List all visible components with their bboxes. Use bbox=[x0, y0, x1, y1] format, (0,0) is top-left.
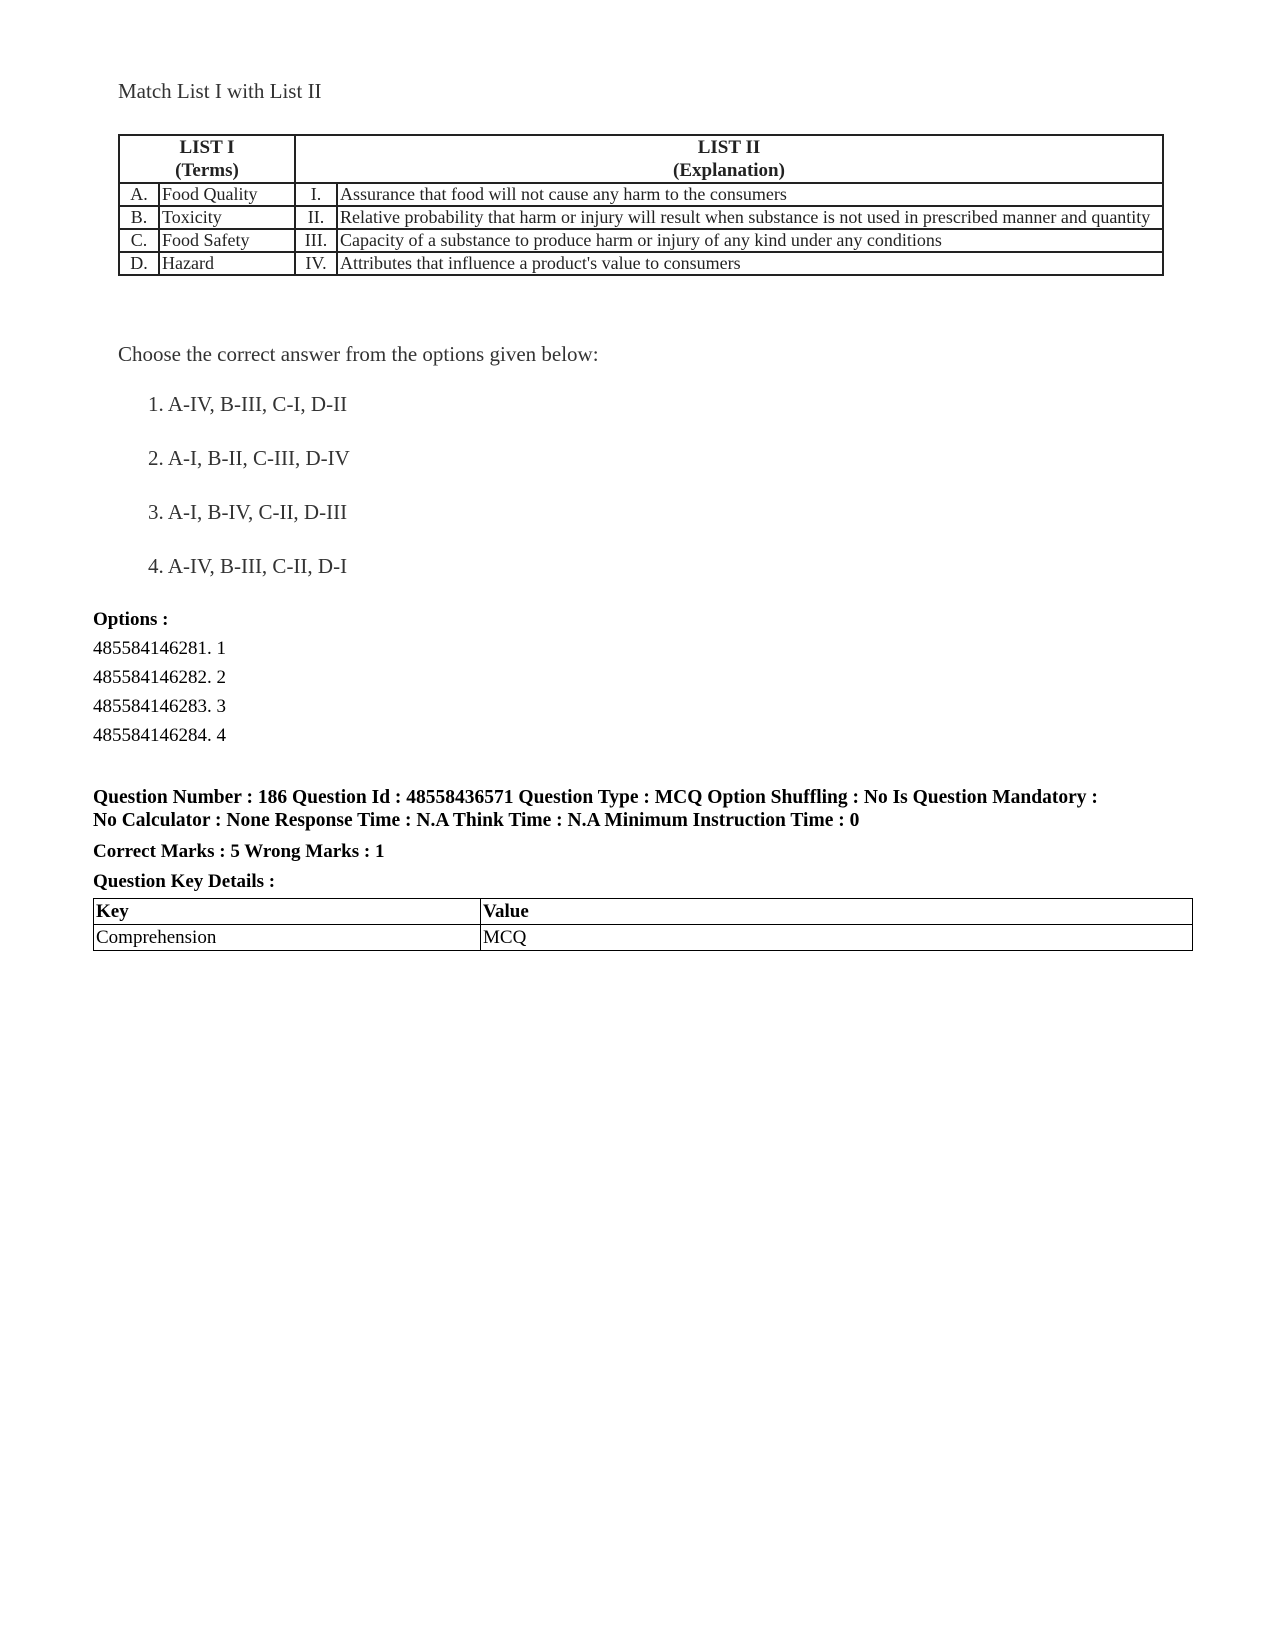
option-item: 485584146283. 3 bbox=[93, 696, 226, 717]
key-details-heading: Question Key Details : bbox=[93, 871, 276, 892]
row-roman: I. bbox=[295, 183, 337, 206]
option-item: 485584146282. 2 bbox=[93, 667, 226, 688]
question-intro: Match List I with List II bbox=[118, 79, 322, 103]
row-roman: II. bbox=[295, 206, 337, 229]
value-cell: MCQ bbox=[481, 925, 1193, 951]
answer-choice: 2. A-I, B-II, C-III, D-IV bbox=[148, 446, 350, 470]
table-row bbox=[119, 183, 1163, 206]
question-info bbox=[93, 786, 1193, 832]
marks-line: Correct Marks : 5 Wrong Marks : 1 bbox=[93, 841, 385, 862]
key-table-header bbox=[94, 899, 1193, 925]
question-info-line: Question Number : 186 Question Id : 48558436571 Question Type : MCQ Option Shuffling : No Is Question Mandatory : bbox=[93, 787, 1098, 808]
key-column-header: Key bbox=[94, 899, 481, 925]
answer-choices bbox=[148, 391, 350, 607]
options-heading: Options : bbox=[93, 609, 169, 630]
value-column-header: Value bbox=[481, 899, 1193, 925]
option-item: 485584146281. 1 bbox=[93, 638, 226, 659]
table-row bbox=[94, 925, 1193, 951]
answer-choice: 4. A-IV, B-III, C-II, D-I bbox=[148, 554, 348, 578]
list2-header: LIST II (Explanation) bbox=[295, 135, 1163, 183]
row-roman: III. bbox=[295, 229, 337, 252]
question-image bbox=[118, 78, 1178, 578]
choose-instruction: Choose the correct answer from the options given below: bbox=[118, 342, 599, 366]
table-row bbox=[119, 206, 1163, 229]
answer-choice: 3. A-I, B-IV, C-II, D-III bbox=[148, 500, 348, 524]
row-explanation: Assurance that food will not cause any harm to the consumers bbox=[337, 183, 1163, 206]
row-letter: C. bbox=[119, 229, 159, 252]
table-row bbox=[119, 252, 1163, 275]
key-details-table bbox=[93, 898, 1193, 951]
row-roman: IV. bbox=[295, 252, 337, 275]
match-table-header bbox=[119, 135, 1163, 183]
answer-choice: 1. A-IV, B-III, C-I, D-II bbox=[148, 392, 348, 416]
question-metadata bbox=[93, 606, 1193, 948]
row-letter: B. bbox=[119, 206, 159, 229]
row-term: Food Quality bbox=[159, 183, 295, 206]
row-letter: D. bbox=[119, 252, 159, 275]
row-explanation: Attributes that influence a product's value to consumers bbox=[337, 252, 1163, 275]
match-table bbox=[118, 134, 1164, 276]
option-item: 485584146284. 4 bbox=[93, 725, 226, 746]
row-explanation: Relative probability that harm or injury will result when substance is not used in prescribed manner and quantity bbox=[337, 206, 1163, 229]
row-explanation: Capacity of a substance to produce harm or injury of any kind under any conditions bbox=[337, 229, 1163, 252]
table-row bbox=[119, 229, 1163, 252]
row-term: Food Safety bbox=[159, 229, 295, 252]
list1-header: LIST I (Terms) bbox=[119, 135, 295, 183]
question-info-line: No Calculator : None Response Time : N.A Think Time : N.A Minimum Instruction Time : 0 bbox=[93, 810, 860, 831]
row-term: Toxicity bbox=[159, 206, 295, 229]
key-cell: Comprehension bbox=[94, 925, 481, 951]
row-letter: A. bbox=[119, 183, 159, 206]
row-term: Hazard bbox=[159, 252, 295, 275]
